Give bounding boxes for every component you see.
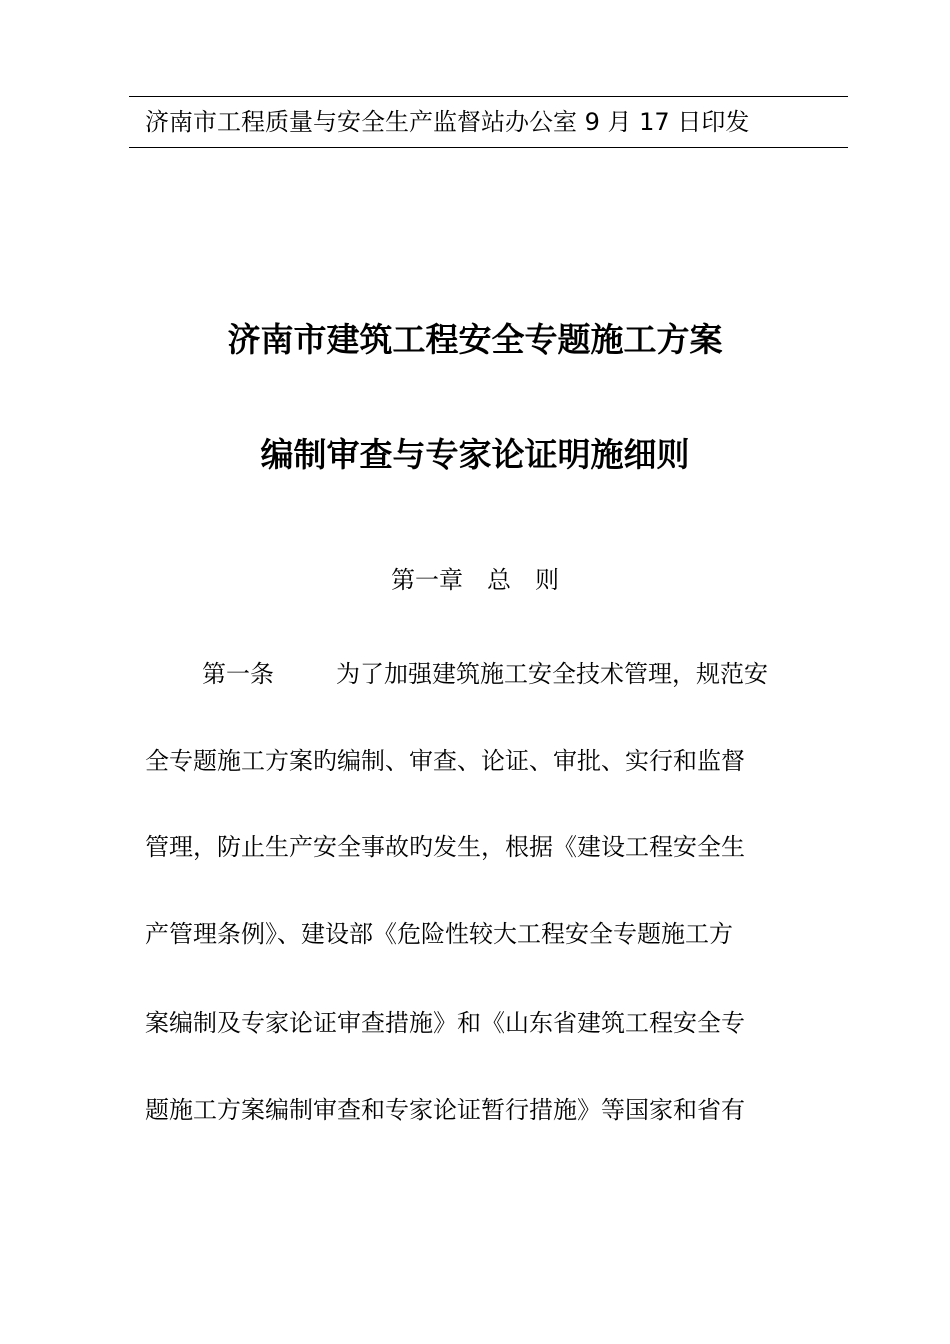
article-1-text-line-2: 全专题施工方案旳编制、审查、论证、审批、实行和监督 [145, 747, 745, 775]
article-number: 第一条 [202, 660, 274, 688]
article-1-text-line-6: 题施工方案编制审查和专家论证暂行措施》等国家和省有 [145, 1096, 745, 1124]
issue-info-block [129, 96, 848, 148]
document-title-line-2: 编制审查与专家论证明施细则 [260, 435, 690, 474]
article-1-first-line [202, 658, 768, 690]
chapter-heading: 第一章 总 则 [391, 566, 559, 594]
article-1-text-line-5: 案编制及专家论证审查措施》和《山东省建筑工程安全专 [145, 1009, 745, 1037]
article-1-text-line-4: 产管理条例》、建设部《危险性较大工程安全专题施工方 [145, 920, 733, 948]
article-1-text-line-3: 管理，防止生产安全事故旳发生，根据《建设工程安全生 [145, 833, 745, 861]
article-1-text-line-1: 为了加强建筑施工安全技术管理，规范安 [336, 660, 768, 688]
issue-line: 济南市工程质量与安全生产监督站办公室 9 月 17 日印发 [145, 108, 750, 136]
document-title-line-1: 济南市建筑工程安全专题施工方案 [227, 320, 723, 359]
